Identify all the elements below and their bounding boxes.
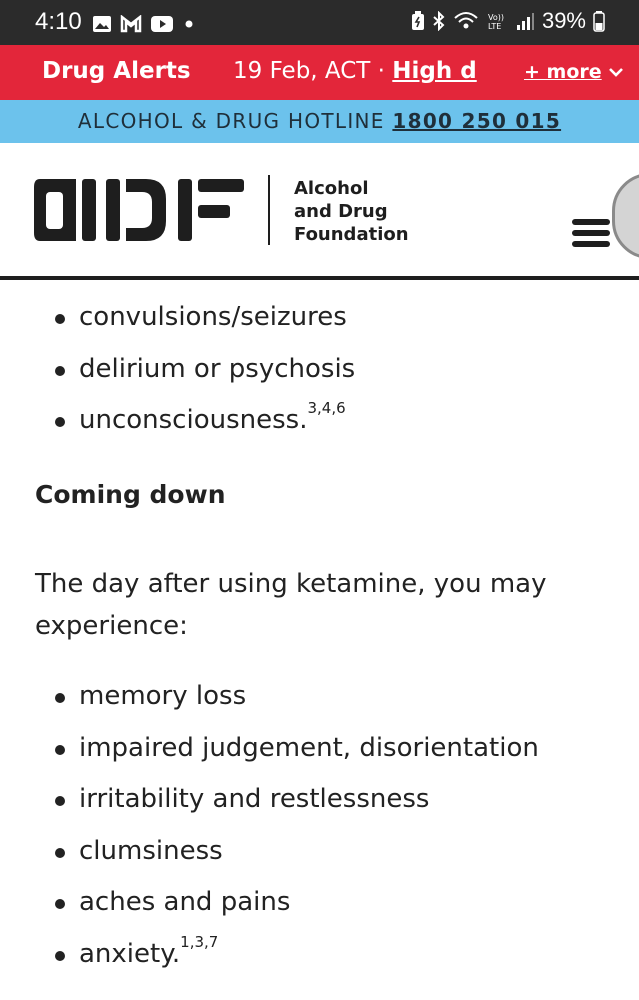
comedown-effects-list [0,671,539,980]
alert-link[interactable]: High d [392,58,477,84]
drug-alerts-bar [0,45,639,100]
gallery-icon [92,15,112,33]
org-name-line2: and Drug [294,201,388,222]
section-heading: Coming down [35,480,226,509]
list-item: convulsions/seizures [0,292,355,344]
more-alerts-label: + more [524,61,602,83]
system-icons [411,8,605,34]
menu-icon[interactable] [572,219,610,249]
list-item: aches and pains [0,877,539,929]
effects-list [0,292,355,447]
hotline-number-link[interactable]: 1800 250 015 [392,109,562,133]
gmail-icon [120,15,142,33]
svg-text:Vo)): Vo)) [487,13,504,22]
citation[interactable]: 1,3,7 [180,932,219,951]
org-name-line3: Foundation [294,224,409,245]
alert-date: 19 Feb, ACT · [233,58,393,84]
logo-divider [268,175,270,245]
list-item: delirium or psychosis [0,344,355,396]
list-item: irritability and restlessness [0,774,539,826]
site-header [0,143,639,280]
alert-ticker[interactable] [233,58,488,84]
svg-text:LTE: LTE [487,22,502,31]
battery-icon [593,10,605,32]
volte-icon [486,11,508,31]
status-time: 4:10 [35,8,82,35]
floating-assistant-button[interactable] [612,173,639,259]
adf-logo[interactable] [34,175,246,245]
org-name-line1: Alcohol [294,178,369,199]
youtube-icon [150,15,174,33]
org-name [294,177,409,246]
wifi-icon [453,11,479,31]
battery-percent: 39% [541,8,586,33]
list-item: anxiety.$^{1,3,7}$ [0,929,539,981]
notification-icons [92,15,196,33]
signal-icon [515,11,535,31]
citation[interactable]: 3,4,6 [307,399,346,417]
dot-icon [182,15,196,33]
paragraph: The day after using ketamine, you may experience: [35,569,547,641]
more-alerts-link[interactable] [524,61,624,83]
list-item: unconsciousness.$^{3,4,6}$ [0,395,355,447]
list-item: memory loss [0,671,539,723]
hotline-bar [0,100,639,143]
list-item: clumsiness [0,826,539,878]
battery-saver-icon [411,11,425,31]
hotline-label: ALCOHOL & DRUG HOTLINE [77,109,385,133]
drug-alerts-title[interactable]: Drug Alerts [42,58,191,84]
bluetooth-icon [432,11,446,31]
status-bar [0,0,639,45]
list-item: impaired judgement, disorientation [0,723,539,775]
chevron-down-icon [608,66,624,78]
